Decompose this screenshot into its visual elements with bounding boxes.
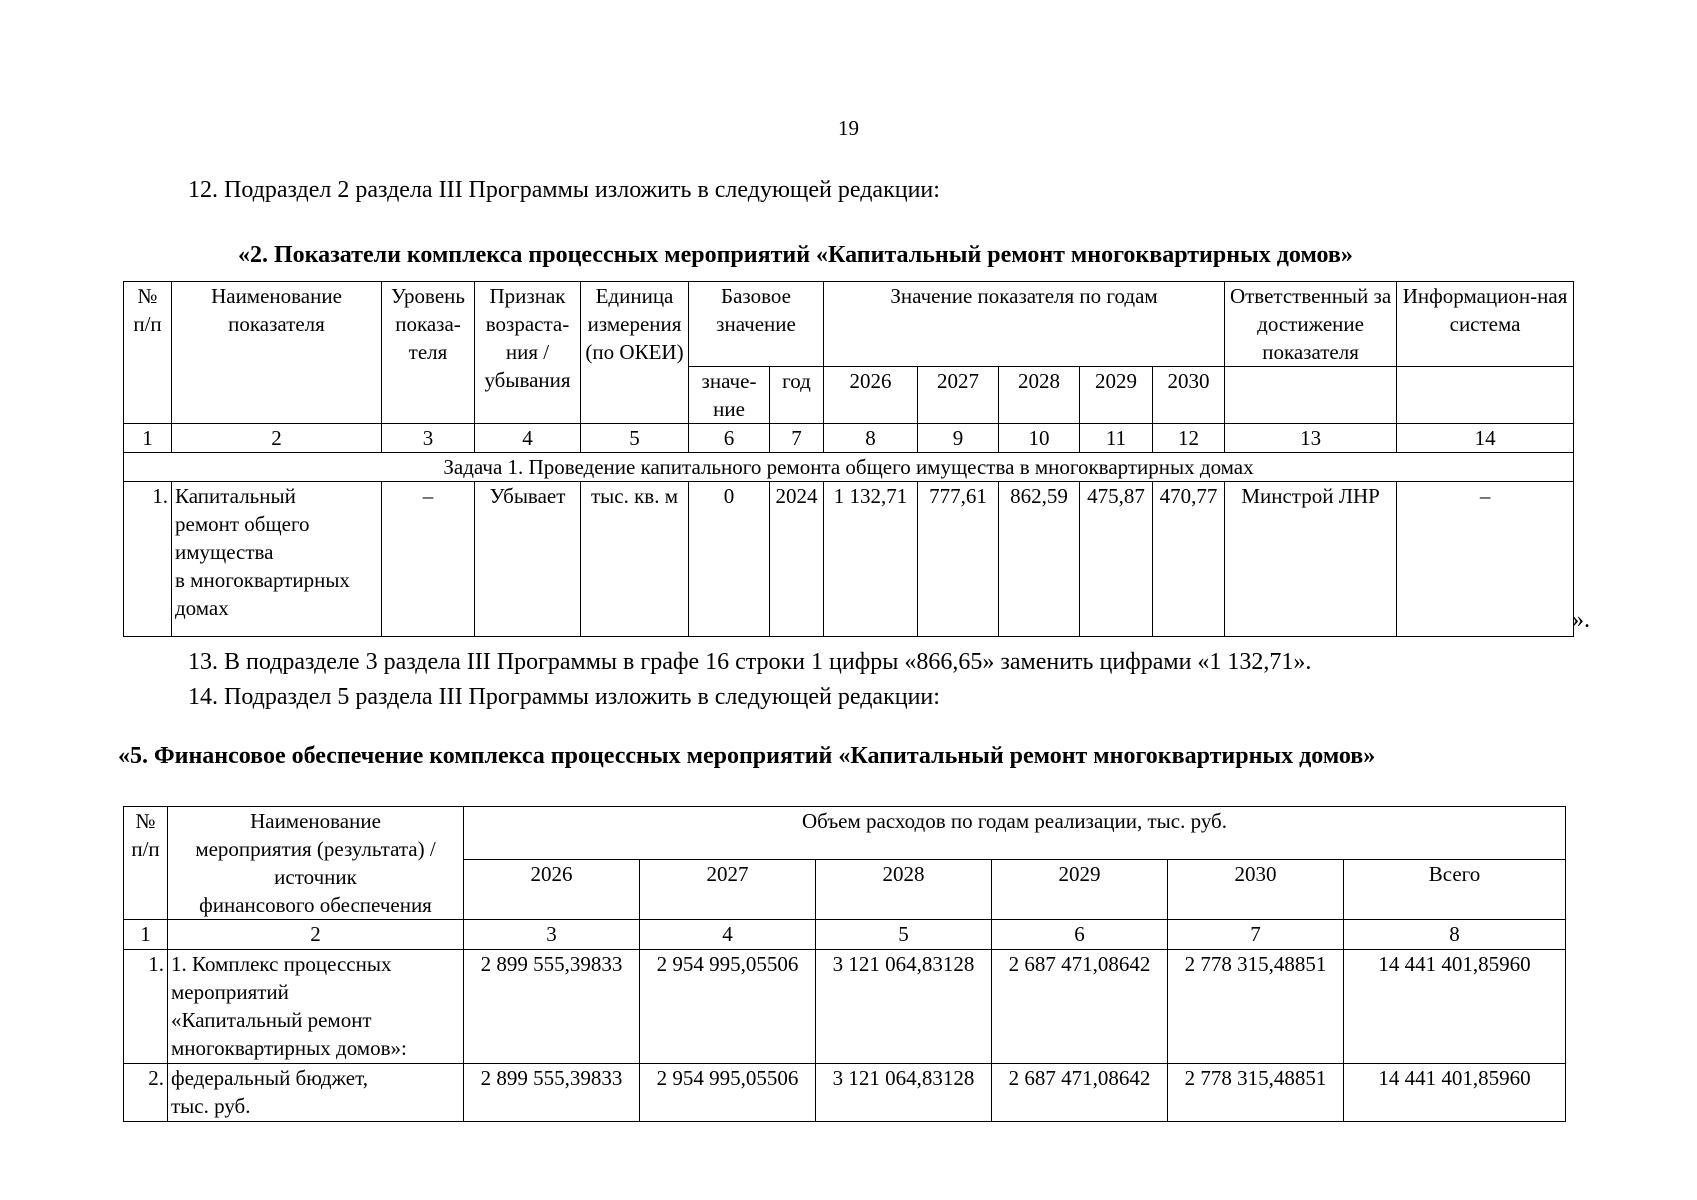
header-year: 2026	[464, 859, 640, 919]
row-unit: тыс. кв. м	[581, 482, 689, 637]
header-empty	[1225, 367, 1397, 424]
header-year: 2030	[1153, 367, 1225, 424]
table-row	[124, 950, 1566, 1064]
header-year: 2028	[999, 367, 1080, 424]
header-num: № п/п	[124, 282, 172, 424]
row-name-line: имущества	[175, 540, 274, 564]
header-empty	[1397, 367, 1574, 424]
row-sign: Убывает	[475, 482, 581, 637]
row-num: 1.	[124, 482, 172, 637]
row-total: 14 441 401,85960	[1344, 950, 1566, 1064]
header-year: 2028	[816, 859, 992, 919]
column-number: 2	[172, 424, 382, 453]
header-name	[168, 807, 464, 920]
row-value: 2 899 555,39833	[464, 950, 640, 1064]
header-name-line: мероприятия (результата) /	[195, 837, 436, 861]
column-number: 3	[464, 920, 640, 950]
header-name-line: финансового обеспечения	[199, 893, 432, 917]
row-name-line: Капитальный	[175, 484, 296, 508]
column-number: 12	[1153, 424, 1225, 453]
column-number: 11	[1080, 424, 1153, 453]
row-value: 475,87	[1080, 482, 1153, 637]
header-info-system: Информацион-ная система	[1397, 282, 1574, 367]
header-base-year: год	[770, 367, 824, 424]
row-value: 2 687 471,08642	[992, 1064, 1168, 1122]
column-number: 1	[124, 920, 168, 950]
row-num: 2.	[124, 1064, 168, 1122]
column-number: 3	[382, 424, 475, 453]
row-total: 14 441 401,85960	[1344, 1064, 1566, 1122]
row-name-line: в многоквартирных	[175, 568, 350, 592]
column-number: 13	[1225, 424, 1397, 453]
column-number: 4	[640, 920, 816, 950]
header-year: 2026	[824, 367, 918, 424]
row-num: 1.	[124, 950, 168, 1064]
row-value: 2 899 555,39833	[464, 1064, 640, 1122]
row-value: 862,59	[999, 482, 1080, 637]
column-number: 7	[1168, 920, 1344, 950]
row-name-line: мероприятий	[171, 980, 289, 1004]
row-value: 3 121 064,83128	[816, 950, 992, 1064]
task-row: Задача 1. Проведение капитального ремонта общего имущества в многоквартирных домах	[124, 453, 1574, 482]
row-info-system: –	[1397, 482, 1574, 637]
row-name-line: ремонт общего	[175, 512, 310, 536]
row-name	[168, 1064, 464, 1122]
row-value: 1 132,71	[824, 482, 918, 637]
header-responsible: Ответственный за достижение показателя	[1225, 282, 1397, 367]
header-base-value: значе-ние	[689, 367, 770, 424]
row-value: 2 687 471,08642	[992, 950, 1168, 1064]
row-name-line: тыс. руб.	[171, 1094, 251, 1118]
header-volume: Объем расходов по годам реализации, тыс. руб.	[464, 807, 1566, 860]
row-name	[172, 482, 382, 637]
row-name-line: федеральный бюджет,	[171, 1066, 368, 1090]
header-unit: Единица измерения (по ОКЕИ)	[581, 282, 689, 424]
row-value: 3 121 064,83128	[816, 1064, 992, 1122]
header-year: 2027	[640, 859, 816, 919]
row-name-line: «Капитальный ремонт	[171, 1008, 372, 1032]
row-value: 2 778 315,48851	[1168, 950, 1344, 1064]
row-level: –	[382, 482, 475, 637]
column-number: 6	[689, 424, 770, 453]
row-responsible: Минстрой ЛНР	[1225, 482, 1397, 637]
closing-quote: ».	[1572, 607, 1590, 633]
header-name: Наименование показателя	[172, 282, 382, 424]
header-year: 2029	[992, 859, 1168, 919]
column-number: 14	[1397, 424, 1574, 453]
row-value: 777,61	[918, 482, 999, 637]
page-number: 19	[838, 116, 859, 140]
header-name-line: Наименование	[250, 809, 381, 833]
paragraph-13: 13. В подразделе 3 раздела III Программы в графе 16 строки 1 цифры «866,65» заменить цифрами «1 132,71».	[188, 649, 1312, 675]
table-row	[124, 482, 1574, 637]
financing-table	[123, 806, 1566, 1122]
column-number: 10	[999, 424, 1080, 453]
header-year: 2029	[1080, 367, 1153, 424]
table-row	[124, 1064, 1566, 1122]
row-name	[168, 950, 464, 1064]
header-values-by-year: Значение показателя по годам	[824, 282, 1225, 367]
header-year: 2030	[1168, 859, 1344, 919]
column-number: 5	[816, 920, 992, 950]
header-num: № п/п	[124, 807, 168, 920]
row-name-line: 1. Комплекс процессных	[171, 952, 392, 976]
column-number: 5	[581, 424, 689, 453]
row-value: 2 954 995,05506	[640, 950, 816, 1064]
column-number: 2	[168, 920, 464, 950]
table2-title: «5. Финансовое обеспечение комплекса процессных мероприятий «Капитальный ремонт многоквартирных домов»	[118, 743, 1376, 769]
row-value: 2 778 315,48851	[1168, 1064, 1344, 1122]
indicators-table	[123, 281, 1574, 637]
column-number: 4	[475, 424, 581, 453]
header-level: Уровень показа-теля	[382, 282, 475, 424]
row-name-line: домах	[175, 596, 229, 620]
column-number: 6	[992, 920, 1168, 950]
paragraph-12: 12. Подраздел 2 раздела III Программы изложить в следующей редакции:	[188, 177, 940, 203]
column-number: 8	[1344, 920, 1566, 950]
column-number: 9	[918, 424, 999, 453]
header-year: 2027	[918, 367, 999, 424]
header-base: Базовое значение	[689, 282, 824, 367]
table1-title: «2. Показатели комплекса процессных мероприятий «Капитальный ремонт многоквартирных домов»	[238, 242, 1353, 268]
header-sign: Признак возраста-ния / убывания	[475, 282, 581, 424]
row-name-line: многоквартирных домов»:	[171, 1036, 407, 1060]
row-value: 2 954 995,05506	[640, 1064, 816, 1122]
row-base-value: 0	[689, 482, 770, 637]
paragraph-14: 14. Подраздел 5 раздела III Программы изложить в следующей редакции:	[188, 684, 940, 710]
column-number: 7	[770, 424, 824, 453]
header-total: Всего	[1344, 859, 1566, 919]
column-number: 1	[124, 424, 172, 453]
header-name-line: источник	[274, 865, 357, 889]
row-base-year: 2024	[770, 482, 824, 637]
row-value: 470,77	[1153, 482, 1225, 637]
column-number: 8	[824, 424, 918, 453]
